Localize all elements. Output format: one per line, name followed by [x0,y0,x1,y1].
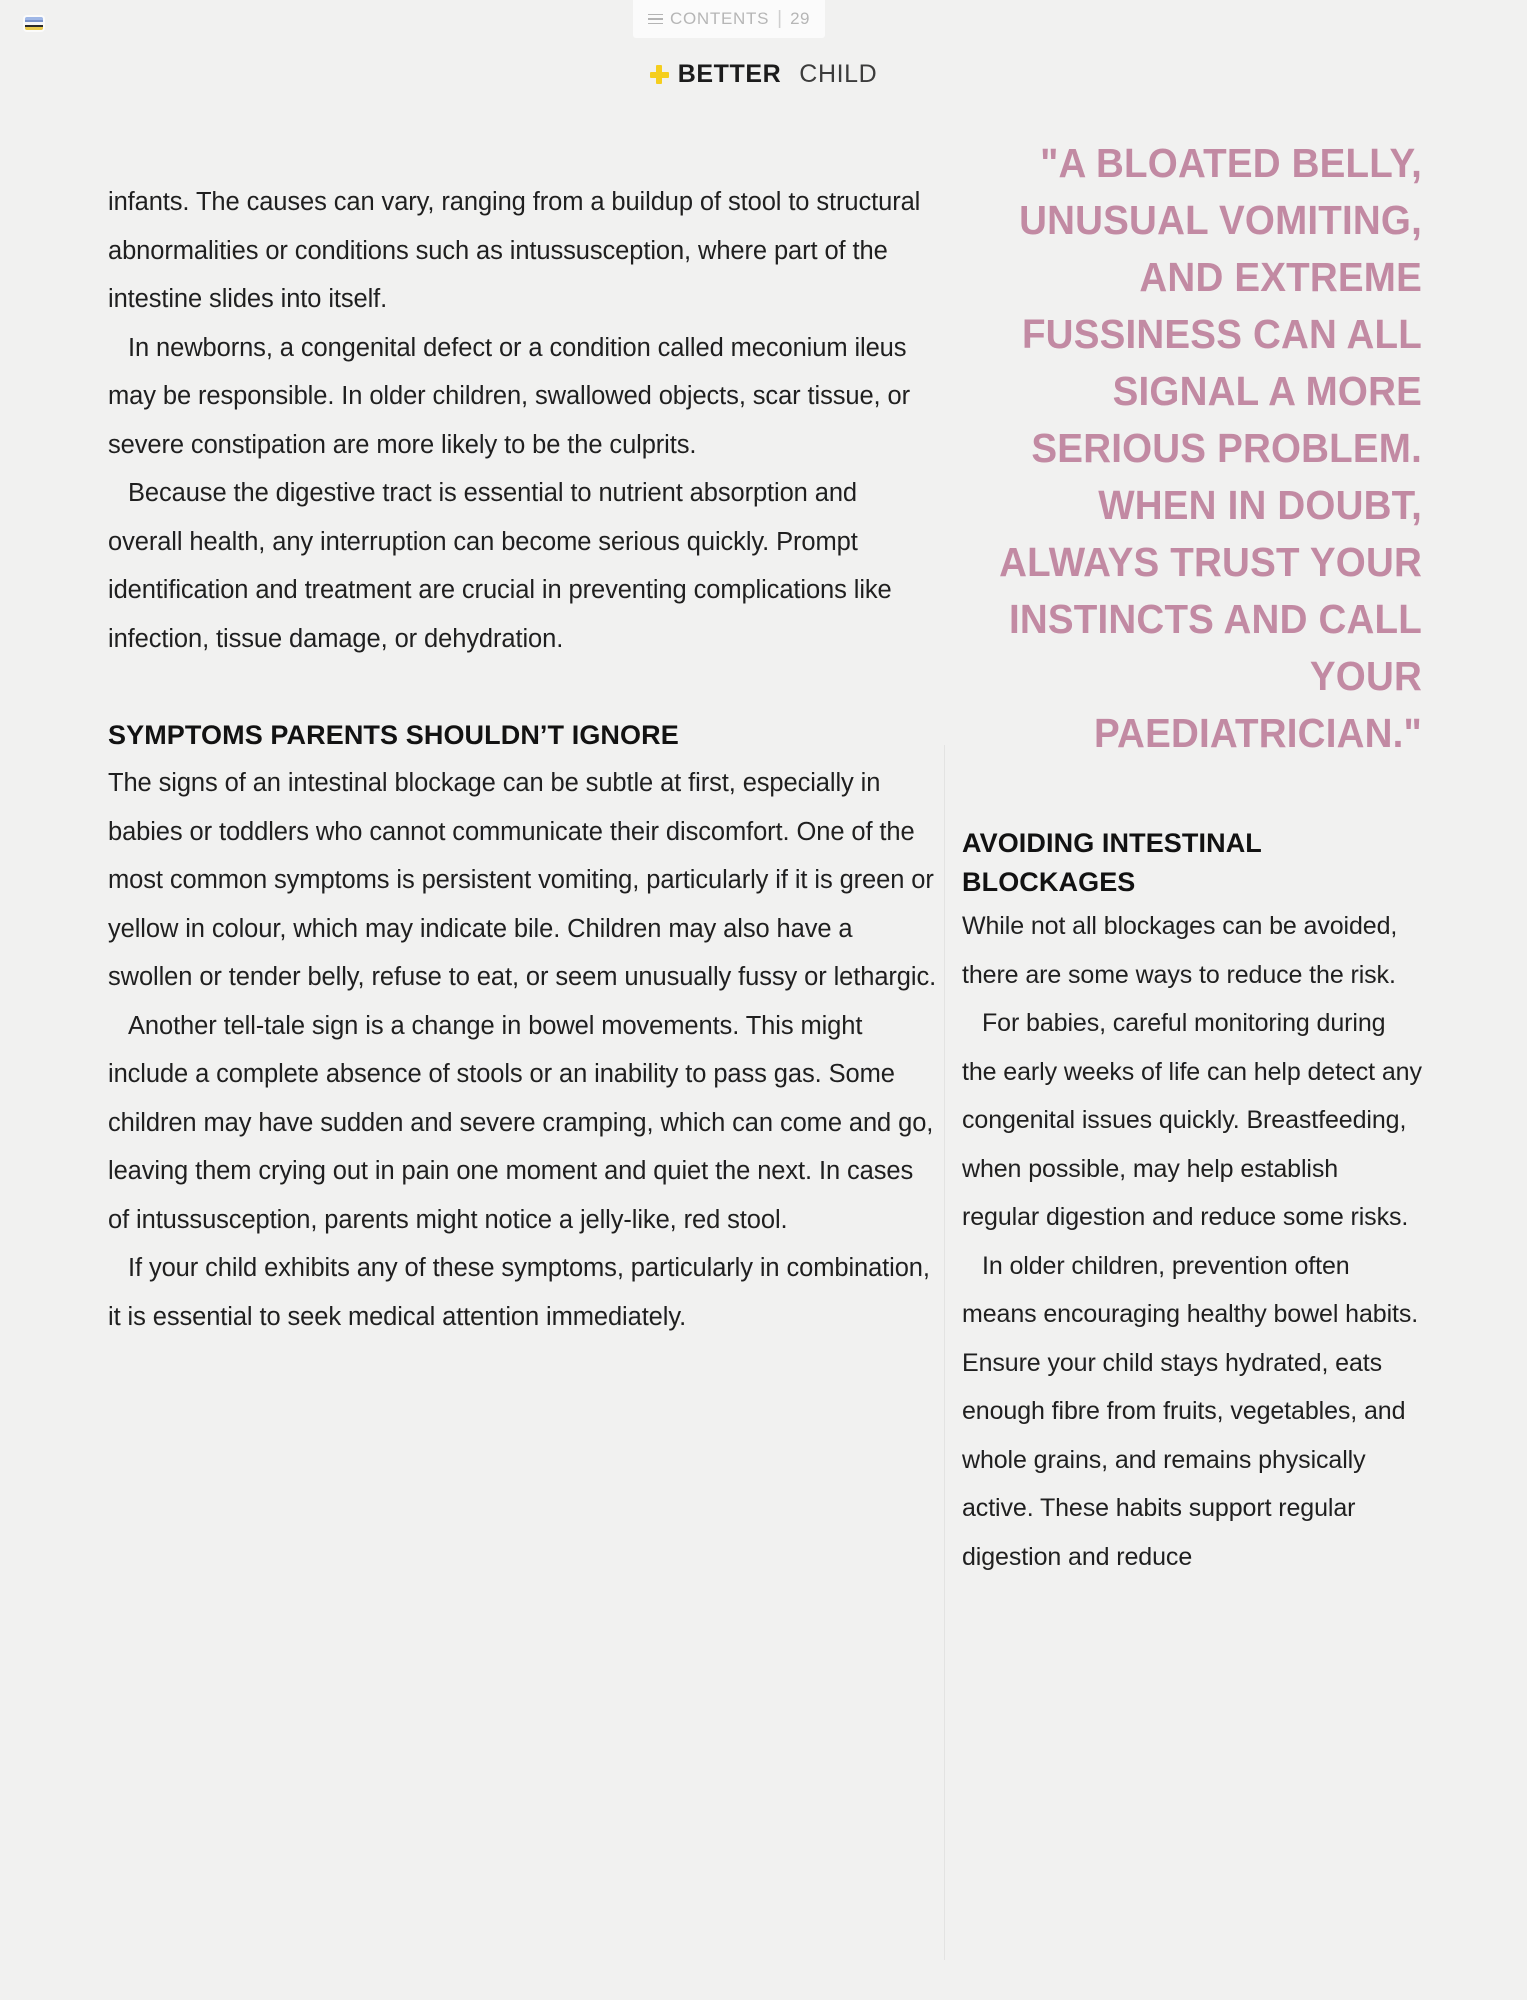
right-column [962,135,1422,1581]
contents-label: CONTENTS [670,9,770,28]
paragraph: If your child exhibits any of these symptoms, particularly in combination, it is essential to seek medical attention immediately. [108,1254,930,1331]
color-bars-icon[interactable] [25,17,43,30]
hamburger-icon [648,14,663,25]
contents-separator: | [777,8,783,29]
right-body-block [962,824,1422,1581]
paragraph: The signs of an intestinal blockage can be subtle at first, especially in babies or toddlers who cannot communicate their discomfort. One of the most common symptoms is persistent vomiting, particularly if it is green or yellow in colour, which may indicate bile. Children may also have a swollen or tender belly, refuse to eat, or seem unusually fussy or lethargic. [108,769,937,991]
yellow-plus-icon [650,65,669,84]
column-divider [944,745,945,1960]
left-column [108,178,938,1341]
page-number: 29 [790,9,810,28]
masthead [0,60,1527,89]
paragraph: Because the digestive tract is essential to nutrient absorption and overall health, any interruption can become serious quickly. Prompt identification and treatment are crucial in preventing complications like infection, tissue damage, or dehydration. [108,479,892,653]
brand-name-bold: BETTER [677,60,782,88]
paragraph: In older children, prevention often means encouraging healthy bowel habits. Ensure your child stays hydrated, eats enough fibre from fruits, vegetables, and whole grains, and remains physically active. These habits support regular digestion and reduce [962,1251,1419,1571]
spacer [108,663,938,711]
section-heading-avoiding: AVOIDING INTESTINAL BLOCKAGES [962,828,1262,897]
paragraph: In newborns, a congenital defect or a condition called meconium ileus may be responsible. In older children, swallowed objects, scar tissue, or severe constipation are more likely to be the culprits. [108,333,911,459]
paragraph: infants. The causes can vary, ranging from a buildup of stool to structural abnormalities or conditions such as intussusception, where part of the intestine slides into itself. [108,188,921,313]
paragraph: For babies, careful monitoring during the early weeks of life can help detect any congenital issues quickly. Breastfeeding, when possible, may help establish regular digestion and reduce some risks. [962,1009,1422,1231]
color-bar-5 [25,27,43,30]
paragraph: While not all blockages can be avoided, there are some ways to reduce the risk. [962,912,1398,989]
paragraph: Another tell-tale sign is a change in bowel movements. This might include a complete absence of stools or an inability to pass gas. Some children may have sudden and severe cramping, which can come and go, leaving them crying out in pain one moment and quiet the next. In cases of intussusception, parents might notice a jelly-like, red stool. [108,1011,934,1234]
contents-button[interactable] [633,0,825,38]
brand-name-light: CHILD [799,60,878,88]
section-heading-symptoms: SYMPTOMS PARENTS SHOULDN’T IGNORE [108,720,679,750]
pull-quote: "A BLOATED BELLY, UNUSUAL VOMITING, AND EXTREME FUSSINESS CAN ALL SIGNAL A MORE SERIOUS PROBLEM. WHEN IN DOUBT, ALWAYS TRUST YOUR INSTINCTS AND CALL YOUR PAEDIATRICIAN." [999,140,1422,756]
